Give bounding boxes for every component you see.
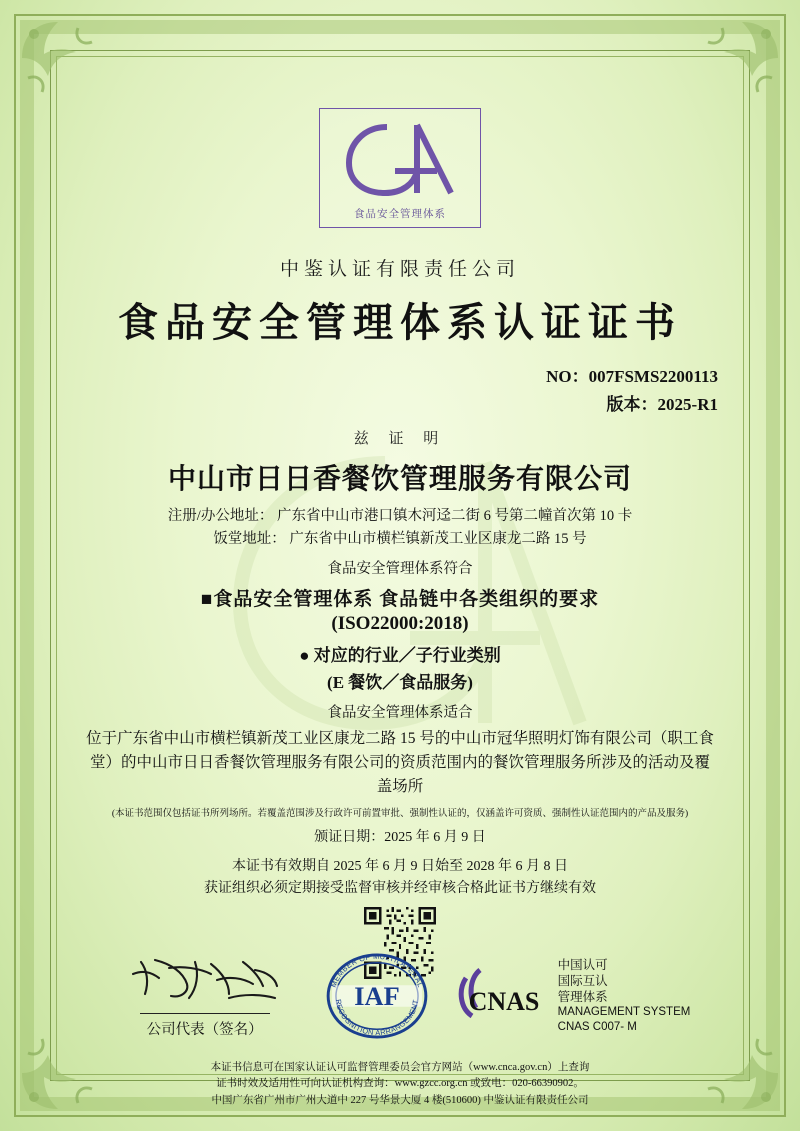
certification-logo	[319, 108, 481, 228]
signature-block	[110, 954, 300, 1039]
canteen-address: 饭堂地址： 广东省中山市横栏镇新茂工业区康龙二路 15 号	[213, 531, 587, 547]
cnas-logo-icon	[454, 958, 550, 1034]
sector-code: (E 餐饮／食品服务)	[327, 673, 473, 692]
organization-name: 中山市日日香餐饮管理服务有限公司	[167, 464, 632, 495]
certificate-version: 版本：2025-R1	[606, 395, 718, 414]
signature-rule	[140, 1013, 270, 1014]
cnas-line-1: 中国认可	[557, 958, 608, 973]
validity-period: 本证书有效期自 2025 年 6 月 9 日始至 2028 年 6 月 8 日	[232, 859, 568, 875]
registered-address: 注册/办公地址： 广东省中山市港口镇木河迳二街 6 号第二幢首次第 10 卡	[167, 508, 633, 524]
certificate-content	[70, 70, 730, 1061]
hereby-certify-label: 兹 证 明	[353, 431, 447, 447]
certificate-number: NO：007FSMS2200113	[546, 367, 718, 386]
issuer-name: 中鉴认证有限责任公司	[279, 259, 520, 280]
standard-name: ■食品安全管理体系 食品链中各类组织的要求	[200, 589, 600, 610]
cnas-line-4: MANAGEMENT SYSTEM	[557, 1006, 691, 1019]
cnas-line-2: 国际互认	[557, 974, 608, 989]
svg-text:RECOGNITION ARRANGEMENT: RECOGNITION ARRANGEMENT	[333, 998, 420, 1038]
svg-text:CNAS: CNAS	[468, 987, 540, 1016]
handwritten-signature	[125, 954, 285, 1006]
issue-date: 颁证日期：2025 年 6 月 9 日	[314, 830, 486, 846]
surveillance-note: 获证组织必须定期接受监督审核并经审核合格此证书方继续有效	[204, 881, 596, 897]
scope-label: 食品安全管理体系适合	[327, 705, 473, 721]
iaf-logo-icon	[318, 953, 436, 1039]
cag-monogram-icon	[325, 113, 475, 205]
svg-text:MEMBER OF MULTILATERAL: MEMBER OF MULTILATERAL	[328, 953, 425, 989]
page-title: 食品安全管理体系认证证书	[118, 300, 682, 345]
standard-code: (ISO22000:2018)	[331, 613, 469, 634]
cnas-line-3: 管理体系	[557, 990, 608, 1005]
footer-line-3: 中国广东省广州市广州大道中 227 号华景大厦 4 楼(510600) 中鉴认证有限责任公司	[211, 1094, 589, 1106]
sector-label: ● 对应的行业／子行业类别	[299, 646, 501, 665]
cnas-text-block	[558, 957, 691, 1034]
cnas-block	[454, 957, 691, 1034]
scope-text: 位于广东省中山市横栏镇新茂工业区康龙二路 15 号的中山市冠华照明灯饰有限公司（职工食堂）的中山市日日香餐饮管理服务有限公司的资质范围内的餐饮管理服务所涉及的活动及覆盖场所	[86, 730, 714, 796]
conformance-label: 食品安全管理体系符合	[327, 561, 473, 577]
certificate-footer-marks	[0, 953, 800, 1039]
cnas-line-5: CNAS C007- M	[557, 1021, 637, 1033]
svg-text:IAF: IAF	[353, 980, 400, 1011]
footer-note	[60, 1060, 740, 1109]
footer-line-1: 本证书信息可在国家认证认可监督管理委员会官方网站（www.cnca.gov.cn）上查询	[210, 1062, 590, 1074]
scope-note: (本证书范围仅包括证书所列场所。若覆盖范围涉及行政许可前置审批、强制性认证的，仅涵盖许可资质、强制性认证范围内的产品及服务)	[111, 809, 689, 820]
footer-line-2: 证书时效及适用性可向认证机构查询：www.gzcc.org.cn 或致电：020-66390902。	[216, 1078, 584, 1090]
signature-label: 公司代表（签名）	[146, 1021, 263, 1038]
logo-caption: 食品安全管理体系	[354, 208, 446, 220]
